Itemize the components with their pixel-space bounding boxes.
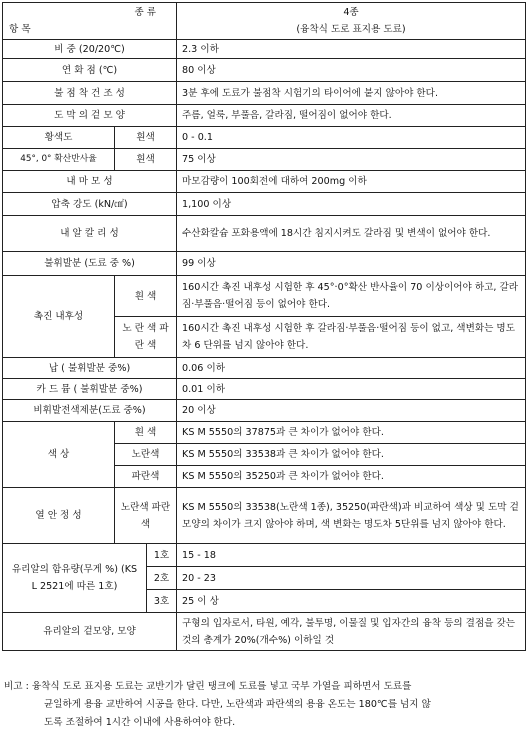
row-value: 160시간 촉진 내후성 시험한 후 갈라짐·부풀음·떨어짐 등이 없고, 색변화는 명도차 6 단위를 넘지 않아야 한다. xyxy=(177,317,526,358)
row-value: 주름, 얼룩, 부풀음, 갈라짐, 떨어짐이 없어야 한다. xyxy=(177,105,526,127)
row-value: 0.01 이하 xyxy=(177,379,526,400)
remark-line-3: 도록 조절하여 1시간 이내에 사용하여야 한다. xyxy=(44,717,236,728)
table-row xyxy=(3,171,526,193)
row-sublabel: 흰 색 xyxy=(115,422,177,444)
header-row xyxy=(3,3,526,40)
header-type-title: 4종 xyxy=(343,7,359,18)
table-row xyxy=(3,40,526,59)
remark-line-1: 융착식 도로 표지용 도료는 교반기가 달린 탱크에 도료를 넣고 국부 가열을 피하면서 도료를 xyxy=(31,681,412,692)
header-type-label: 종 류 xyxy=(134,7,157,18)
table-row xyxy=(3,276,526,317)
remark-line-2: 균일하게 용융 교반하여 시공을 한다. 다만, 노란색과 파란색의 용융 온도는 180℃를 넘지 않 xyxy=(44,699,431,710)
row-sublabel: 2호 xyxy=(147,567,177,590)
row-value: 마모감량이 100회전에 대하여 200mg 이하 xyxy=(177,171,526,193)
table-row xyxy=(3,127,526,149)
row-value: KS M 5550의 35250과 큰 차이가 없어야 한다. xyxy=(177,466,526,488)
table-row xyxy=(3,149,526,171)
row-label: 불휘발분 (도료 중 %) xyxy=(3,252,177,276)
row-sublabel: 흰색 xyxy=(115,127,177,149)
row-value: 20 - 23 xyxy=(177,567,526,590)
row-label: 비 중 (20/20℃) xyxy=(3,40,177,59)
header-type-subtitle: (융착식 도로 표지용 도료) xyxy=(296,24,406,35)
row-value: 구형의 입자로서, 타원, 예각, 불투명, 이물질 및 입자간의 융착 등의 결점을 갖는 것의 총계가 20%(개수%) 이하일 것 xyxy=(177,613,526,651)
table-row xyxy=(3,544,526,567)
row-label: 압축 강도 (kN/㎠) xyxy=(3,193,177,216)
header-diagonal-cell xyxy=(3,3,177,40)
row-label: 촉진 내후성 xyxy=(3,276,115,358)
header-item-label: 항 목 xyxy=(9,24,31,35)
remark-prefix: 비고 : xyxy=(4,681,29,692)
row-label: 내 마 모 성 xyxy=(3,171,177,193)
row-label: 열 안 정 성 xyxy=(3,488,115,544)
row-label: 45°, 0° 확산반사율 xyxy=(3,149,115,171)
row-label: 유리알의 함유량(무게 %) (KS L 2521에 따른 1호) xyxy=(3,544,147,613)
row-value: 80 이상 xyxy=(177,59,526,82)
table-row xyxy=(3,59,526,82)
row-label: 도 막 의 겉 모 양 xyxy=(3,105,177,127)
row-value: 160시간 촉진 내후성 시험한 후 45°·0°확산 반사율이 70 이상이어야 하고, 갈라짐·부풀음·떨어짐 등이 없어야 한다. xyxy=(177,276,526,317)
table-row xyxy=(3,358,526,379)
row-sublabel: 노란색 파란색 xyxy=(115,488,177,544)
table-row xyxy=(3,82,526,105)
row-label: 내 알 칼 리 성 xyxy=(3,216,177,252)
row-value: 15 - 18 xyxy=(177,544,526,567)
row-sublabel: 노 란 색 파 란 색 xyxy=(115,317,177,358)
row-label: 연 화 점 (℃) xyxy=(3,59,177,82)
row-sublabel: 1호 xyxy=(147,544,177,567)
row-value: KS M 5550의 33538과 큰 차이가 없어야 한다. xyxy=(177,444,526,466)
header-type-cell xyxy=(177,3,526,40)
row-value: 0 - 0.1 xyxy=(177,127,526,149)
table-row xyxy=(3,400,526,422)
row-sublabel: 흰색 xyxy=(115,149,177,171)
row-label: 비휘발전색제분(도료 중%) xyxy=(3,400,177,422)
row-label: 카 드 뮴 ( 불휘발분 중%) xyxy=(3,379,177,400)
row-value: 2.3 이하 xyxy=(177,40,526,59)
table-row xyxy=(3,193,526,216)
row-value: KS M 5550의 37875과 큰 차이가 없어야 한다. xyxy=(177,422,526,444)
row-label: 황색도 xyxy=(3,127,115,149)
row-value: 75 이상 xyxy=(177,149,526,171)
row-value: 25 이 상 xyxy=(177,590,526,613)
table-row xyxy=(3,422,526,444)
table-row xyxy=(3,488,526,544)
table-row xyxy=(3,216,526,252)
row-sublabel: 3호 xyxy=(147,590,177,613)
row-value: KS M 5550의 33538(노란색 1종), 35250(파란색)과 비교하여 색상 및 도막 겉모양의 차이가 크지 않아야 하며, 색 변화는 명도차 5단위를 넘지 않아야 한다. xyxy=(177,488,526,544)
row-value: 1,100 이상 xyxy=(177,193,526,216)
row-label: 색 상 xyxy=(3,422,115,488)
row-sublabel: 파란색 xyxy=(115,466,177,488)
row-label: 불 점 착 건 조 성 xyxy=(3,82,177,105)
row-sublabel: 노란색 xyxy=(115,444,177,466)
remark-note xyxy=(4,678,526,732)
table-row xyxy=(3,252,526,276)
row-sublabel: 흰 색 xyxy=(115,276,177,317)
row-value: 99 이상 xyxy=(177,252,526,276)
row-value: 0.06 이하 xyxy=(177,358,526,379)
row-label: 유리알의 겉모양, 모양 xyxy=(3,613,177,651)
row-label: 납 ( 불휘발분 중%) xyxy=(3,358,177,379)
table-row xyxy=(3,105,526,127)
row-value: 3분 후에 도료가 불점착 시험기의 타이어에 붙지 않아야 한다. xyxy=(177,82,526,105)
row-value: 20 이상 xyxy=(177,400,526,422)
row-value: 수산화칼슘 포화용액에 18시간 침지시켜도 갈라짐 및 변색이 없어야 한다. xyxy=(177,216,526,252)
spec-table xyxy=(2,2,526,651)
table-row xyxy=(3,379,526,400)
table-row xyxy=(3,613,526,651)
